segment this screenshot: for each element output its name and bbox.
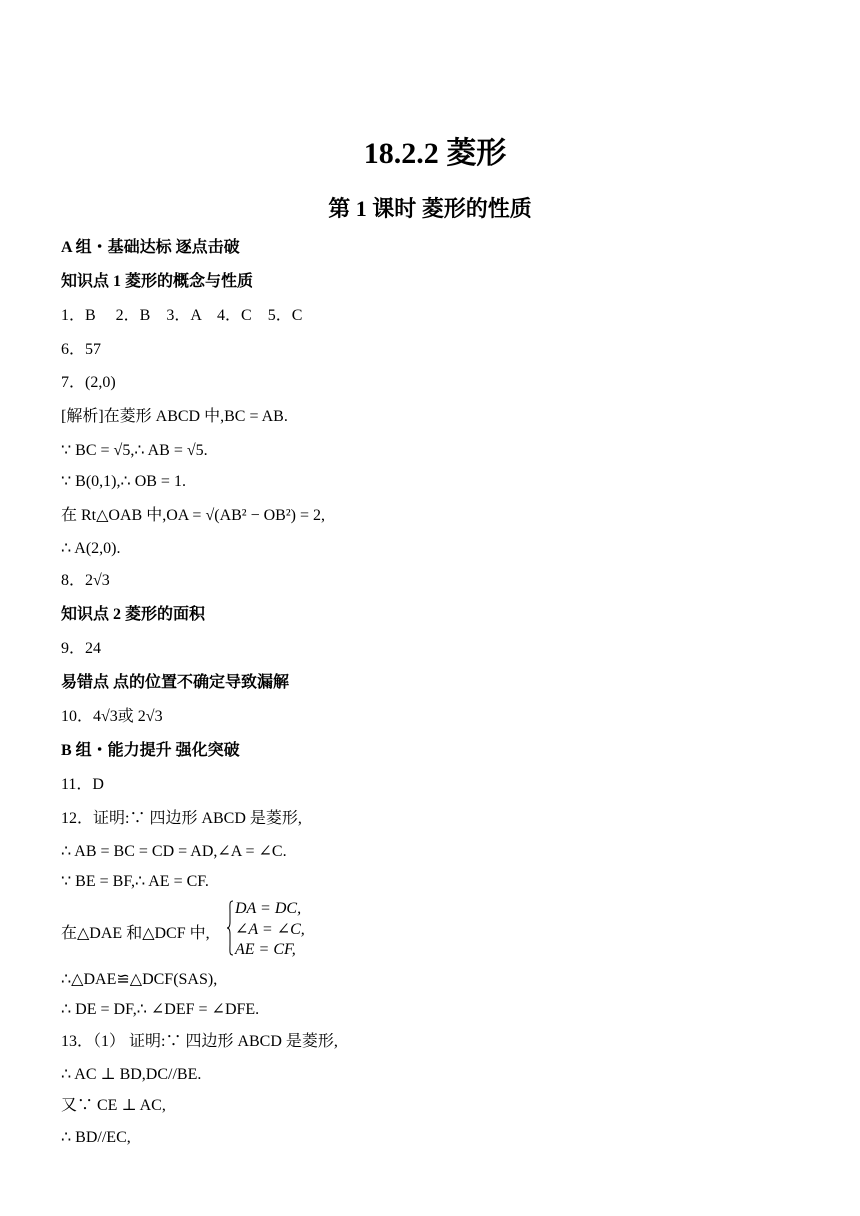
answer-13-step-1: 13．（1） 证明:∵ 四边形 ABCD 是菱形, [61,1033,338,1050]
answer-7-step-3: ∵ B(0,1),∴ OB = 1. [61,473,186,490]
answers-1-to-5: 1．B 2．B 3．A 4．C 5．C [61,307,303,324]
answer-13-step-4: ∴ BD//EC, [61,1129,131,1146]
answer-13-step-3: 又∵ CE ⊥ AC, [61,1097,166,1114]
answer-12-step-3: ∵ BE = BF,∴ AE = CF. [61,873,209,890]
answer-11: 11．D [61,776,104,793]
error-prone-heading: 易错点 点的位置不确定导致漏解 [61,674,290,691]
answer-7-step-5: ∴ A(2,0). [61,540,121,557]
answer-6: 6．57 [61,341,102,358]
answer-7-analysis: [解析]在菱形 ABCD 中,BC = AB. [61,408,288,425]
system-row: AE = CF, [235,941,296,958]
answer-7-step-2: ∵ BC = √5,∴ AB = √5. [61,442,208,459]
knowledge-point-1-heading: 知识点 1 菱形的概念与性质 [61,273,254,290]
page-title: 18.2.2 菱形 [363,137,507,170]
answer-10: 10．4√3或 2√3 [61,708,163,725]
system-rows [235,899,305,961]
answer-12-step-6: ∴ DE = DF,∴ ∠DEF = ∠DFE. [61,1001,260,1018]
system-row: DA = DC, [235,900,302,917]
system-row: ∠A = ∠C, [235,920,305,938]
lesson-subtitle: 第 1 课时 菱形的性质 [328,196,532,221]
group-b-heading: B 组・能力提升 强化突破 [61,742,240,759]
answer-12-step-1: 12．证明:∵ 四边形 ABCD 是菱形, [61,810,302,827]
answer-7-step-4: 在 Rt△OAB 中,OA = √(AB² − OB²) = 2, [61,507,325,524]
system-lead-text: 在△DAE 和△DCF 中, [61,925,210,942]
answer-12-step-2: ∴ AB = BC = CD = AD,∠A = ∠C. [61,843,287,860]
answer-12-step-5: ∴△DAE≌△DCF(SAS), [61,971,218,988]
answer-8: 8．2√3 [61,572,110,589]
answer-7: 7．(2,0) [61,374,116,391]
left-brace-icon [226,900,234,956]
knowledge-point-2-heading: 知识点 2 菱形的面积 [61,606,206,623]
answer-9: 9．24 [61,640,102,657]
answer-13-step-2: ∴ AC ⊥ BD,DC//BE. [61,1066,202,1083]
group-a-heading: A 组・基础达标 逐点击破 [61,239,240,256]
